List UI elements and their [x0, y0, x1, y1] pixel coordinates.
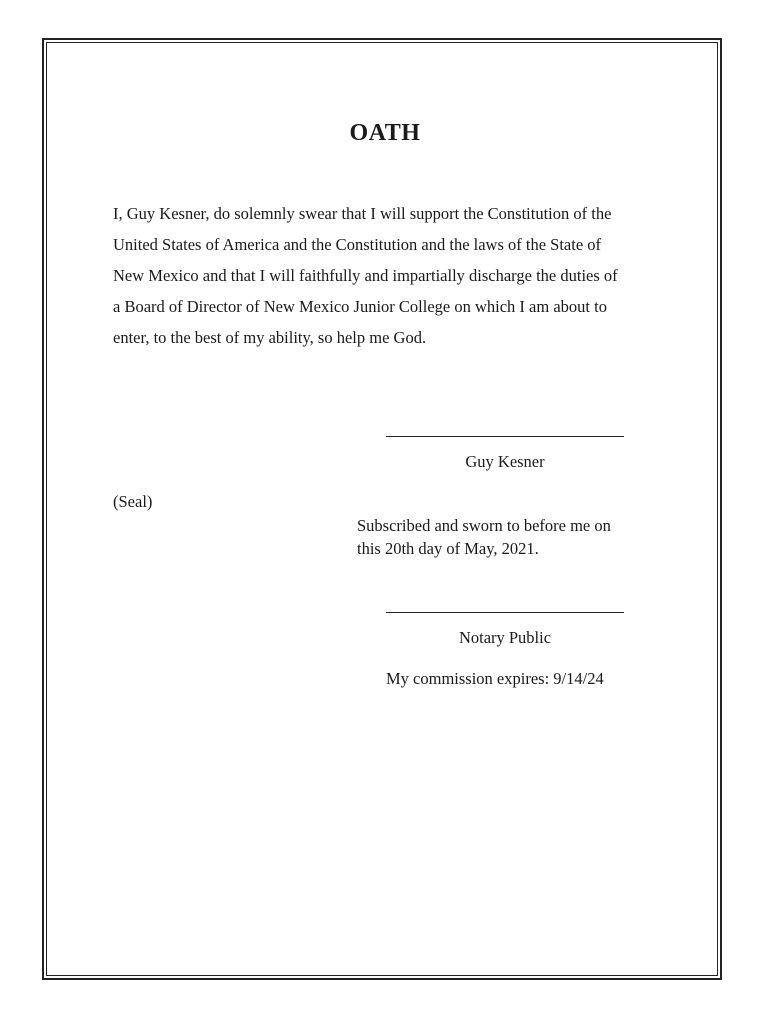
subscribed-line: this 20th day of May, 2021. — [357, 539, 539, 558]
signer-signature-line — [386, 436, 624, 437]
oath-line: New Mexico and that I will faithfully and impartially discharge the duties of — [113, 266, 618, 285]
oath-line: enter, to the best of my ability, so help me God. — [113, 328, 427, 347]
subscribed-statement — [357, 514, 611, 560]
oath-line: I, Guy Kesner, do solemnly swear that I will support the Constitution of the — [113, 204, 612, 223]
notary-label: Notary Public — [458, 628, 552, 647]
commission-expiry: My commission expires: 9/14/24 — [386, 669, 604, 688]
oath-line: United States of America and the Constitution and the laws of the State of — [113, 235, 602, 254]
document-title: OATH — [349, 120, 421, 146]
notary-signature-line — [386, 612, 624, 613]
signer-name: Guy Kesner — [465, 452, 545, 471]
subscribed-line: Subscribed and sworn to before me on — [357, 516, 611, 535]
seal-label: (Seal) — [113, 492, 153, 511]
oath-paragraph — [113, 198, 673, 353]
oath-line: a Board of Director of New Mexico Junior College on which I am about to — [113, 297, 607, 316]
